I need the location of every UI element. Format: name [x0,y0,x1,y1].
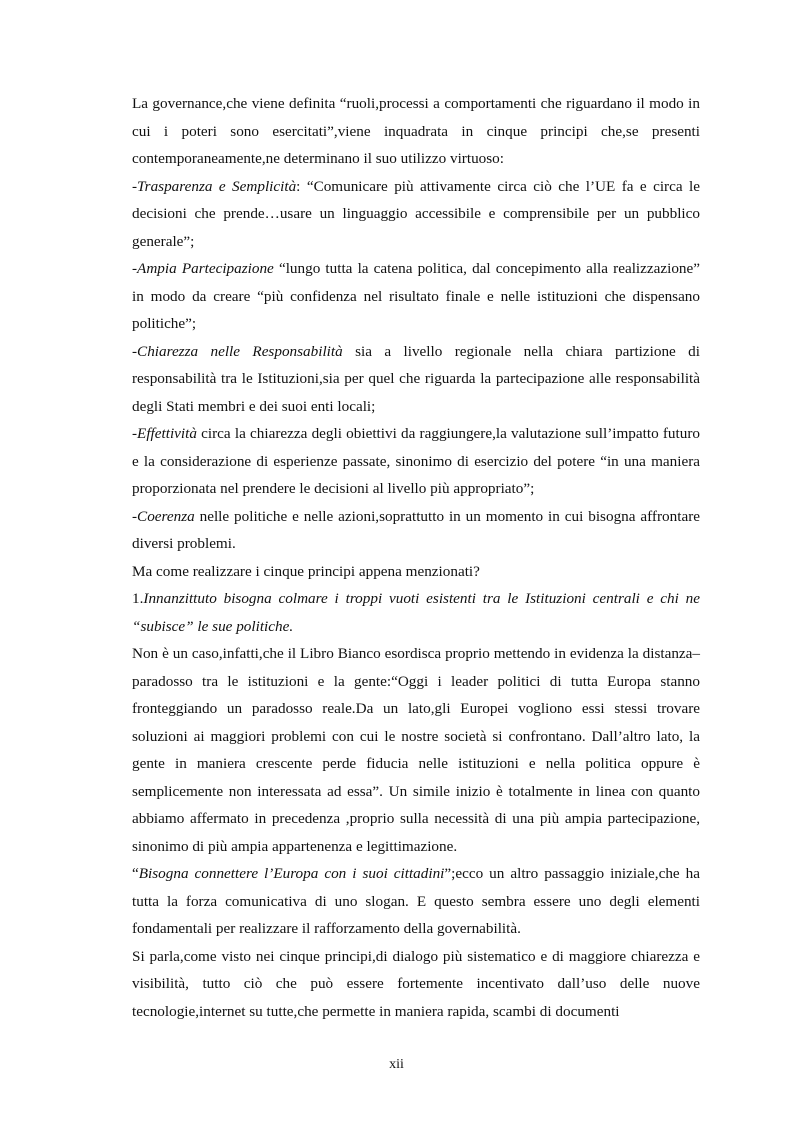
paragraph-text: : “Comunicare più attivamente circa ciò che l’UE fa e circa le decisioni che prende…usare un linguaggio accessibile e comprensibile per un pubblico generale”; [132,177,700,250]
paragraph-intro [132,90,700,173]
paragraph-chiarezza [132,338,700,421]
paragraph-coerenza [132,503,700,558]
principle-name: -Coerenza [132,507,195,525]
paragraph-text: circa la chiarezza degli obiettivi da raggiungere,la valutazione sull’impatto futuro e la considerazione di esperienze passate, sinonimo di esercizio del potere “in una maniera proporzionata nel prendere le decisioni al livello più appropriato”; [132,425,700,497]
paragraph-text: Si parla,come visto nei cinque principi,di dialogo più sistematico e di maggiore chiarezza e visibilità, tutto ciò che può essere fortemente incentivato dall’uso delle nuove tecnologie,internet su tutte,che permette in maniera rapida, scambi di documenti [132,947,700,1020]
principle-name: -Chiarezza nelle Responsabilità [132,342,343,360]
slogan-text: Bisogna connettere l’Europa con i suoi cittadini [138,865,445,882]
point-statement: Innanzittuto bisogna colmare i troppi vuoti esistenti tra le Istituzioni centrali e chi ne “subisce” le sue politiche. [132,590,700,635]
paragraph-libro-bianco [132,640,700,860]
paragraph-text: ”;ecco un altro passaggio iniziale,che ha tutta la forza comunicativa di uno slogan. E questo sembra essere uno degli elementi fondamentali per realizzare il rafforzamento della governabilità. [132,865,700,937]
paragraph-text: “lungo tutta la catena politica, dal concepimento alla realizzazione” in modo da creare “più confidenza nel risultato finale e nelle istituzioni che dispensano politiche”; [132,260,700,332]
paragraph-text: sia a livello regionale nella chiara partizione di responsabilità tra le Istituzioni,sia per quel che riguarda la partecipazione alle responsabilità degli Stati membri e dei suoi enti locali; [132,342,700,415]
paragraph-point-1 [132,585,700,640]
page-number: xii [389,1057,404,1072]
paragraph-effettivita [132,420,700,503]
principle-name: -Effettività [132,425,197,442]
paragraph-slogan [132,860,700,943]
open-quote: “ [132,865,139,882]
principle-name: -Trasparenza e Semplicità [132,177,297,195]
paragraph-text: Ma come realizzare i cinque principi appena menzionati? [132,562,480,580]
paragraph-text: La governance,che viene definita “ruoli,processi a comportamenti che riguardano il modo in cui i poteri sono esercitati”,viene inquadrata in cinque principi che,se presenti contemporaneamente,ne determinano il suo utilizzo virtuoso: [132,95,700,167]
point-number: 1. [132,590,144,607]
document-body [132,90,700,1025]
principle-name: -Ampia Partecipazione [132,260,274,277]
paragraph-trasparenza [132,173,700,256]
paragraph-question [132,558,700,586]
paragraph-partecipazione [132,255,700,338]
paragraph-text: nelle politiche e nelle azioni,soprattutto in un momento in cui bisogna affrontare diversi problemi. [132,507,700,552]
paragraph-dialogo [132,943,700,1026]
paragraph-text: Non è un caso,infatti,che il Libro Bianco esordisca proprio mettendo in evidenza la distanza–paradosso tra le istituzioni e la gente:“Oggi i leader politici di tutta Europa stanno fronteggiando un paradosso reale.Da un lato,gli Europei vogliono essi stessi trovare soluzioni ai maggiori problemi con cui le nostre società si confrontano. Dall’altro lato, la gente in maniera crescente perde fiducia nelle istituzioni e nella politica oppure è semplicemente non interessata ad essa”. Un simile inizio è totalmente in linea con quanto abbiamo affermato in precedenza ,proprio sulla necessità di una più ampia partecipazione, sinonimo di più ampia appartenenza e legittimazione. [132,645,700,855]
